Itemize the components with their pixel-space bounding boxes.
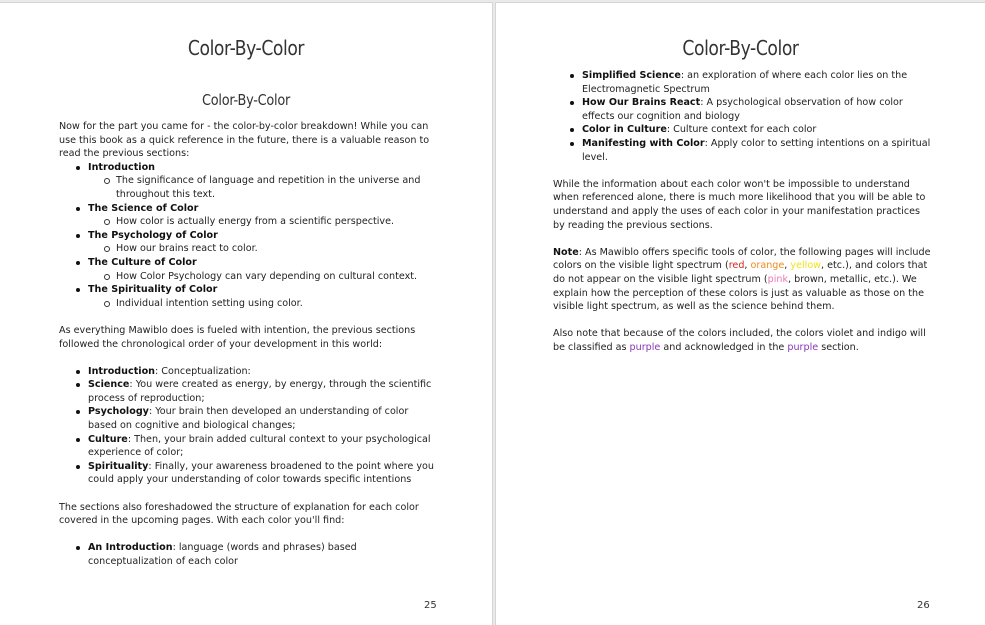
list-item-text: : You were created as energy, by energy, through the scientific process of reproduction;: [88, 379, 432, 404]
note-text: ,: [784, 260, 791, 272]
section-title: Color-By-Color: [201, 91, 291, 109]
note-text: , etc.), and colors that do not appear on the visible light spectrum (: [553, 260, 928, 285]
list-item-term: How Our Brains React: [582, 97, 701, 109]
list-item-term: Simplified Science: [582, 70, 681, 81]
find-list-continued: [553, 69, 931, 164]
list-item: [88, 161, 434, 202]
list-item-desc: How our brains react to color.: [116, 242, 434, 256]
note-text: , brown, metallic, etc.). We explain how the perception of these colors is just as valuable as those on the visible light spectrum, as well as the science behind them.: [553, 273, 924, 313]
list-item: [88, 229, 434, 256]
color-word-orange: orange: [750, 260, 785, 272]
list-item: [88, 365, 434, 379]
list-item: [88, 378, 434, 405]
list-item-term: Culture: [88, 433, 128, 445]
note-text: ,: [744, 260, 751, 272]
note-paragraph: [553, 246, 931, 314]
development-list: [59, 365, 434, 487]
list-item-title: Introduction: [88, 161, 155, 173]
list-item-title: The Psychology of Color: [88, 229, 218, 241]
list-item-term: Color in Culture: [582, 124, 667, 136]
purple-note-paragraph: [553, 327, 931, 354]
page-25: [0, 3, 492, 625]
note-label: Note: [553, 246, 579, 258]
intro-paragraph: Now for the part you came for - the color-by-color breakdown! While you can use this book as a quick reference in the future, there is a valuable reason to read the previous sections:: [59, 121, 430, 160]
list-item: [88, 433, 434, 460]
list-item-desc: The significance of language and repetition in the universe and throughout this text.: [116, 174, 434, 201]
list-item-desc: How color is actually energy from a scientific perspective.: [116, 215, 434, 229]
page-header: Color-By-Color: [682, 36, 799, 60]
color-word-purple: purple: [787, 341, 819, 353]
list-item-text: : Culture context for each color: [666, 124, 817, 136]
page-body: [59, 120, 434, 569]
list-item: [88, 256, 434, 283]
development-paragraph: As everything Mawiblo does is fueled with intention, the previous sections followed the chronological order of your development in this world:: [59, 324, 416, 350]
note-text: and acknowledged in the: [660, 341, 788, 353]
list-item: [88, 460, 434, 487]
list-item-term: Introduction: [88, 365, 155, 377]
note-text: section.: [818, 341, 859, 353]
list-item-desc: How Color Psychology can vary depending on cultural context.: [116, 270, 434, 284]
color-word-pink: pink: [767, 273, 789, 285]
list-item-term: Manifesting with Color: [582, 137, 705, 149]
page-header: Color-By-Color: [187, 36, 305, 60]
structure-paragraph: The sections also foreshadowed the structure of explanation for each color covered in the upcoming pages. With each color you'll find:: [59, 501, 419, 527]
page-body: [553, 69, 931, 354]
list-item: [582, 69, 931, 96]
list-item-term: Science: [88, 379, 130, 391]
sections-list: [59, 161, 434, 311]
list-item-term: Spirituality: [88, 460, 149, 472]
list-item: [88, 283, 434, 310]
list-item: [582, 137, 931, 164]
note-text: : As Mawiblo offers specific tools of color, the following pages will include colors on the visible light spectrum (: [553, 246, 931, 272]
page-number: 25: [424, 600, 437, 611]
color-word-purple: purple: [629, 341, 661, 353]
color-word-red: red: [728, 260, 745, 272]
list-item-title: The Culture of Color: [88, 256, 197, 268]
reference-paragraph: While the information about each color won't be impossible to understand when referenced alone, there is much more likelihood that you will be able to understand and apply the uses of each color in your manifestation practices by reading the previous sections.: [553, 178, 926, 231]
list-item: [88, 202, 434, 229]
list-item-title: The Spirituality of Color: [88, 284, 218, 296]
list-item-term: Psychology: [88, 406, 149, 418]
list-item-text: : Apply color to setting intentions on a spiritual level.: [582, 137, 931, 163]
list-item-desc: Individual intention setting using color.: [116, 297, 434, 311]
list-item-text: : Then, your brain added cultural context to your psychological experience of color;: [88, 433, 431, 459]
page-26: [496, 3, 985, 625]
list-item-text: : an exploration of where each color lies on the Electromagnetic Spectrum: [582, 70, 908, 95]
list-item-text: : A psychological observation of how color effects our cognition and biology: [582, 97, 903, 122]
list-item: [88, 541, 434, 568]
list-item-title: The Science of Color: [88, 202, 199, 214]
list-item: [88, 405, 434, 432]
list-item-text: : Your brain then developed an understanding of color based on cognitive and biological changes;: [88, 406, 409, 432]
note-text: Also note that because of the colors included, the colors violet and indigo will be classified as: [553, 328, 926, 353]
color-word-yellow: yellow: [790, 260, 822, 272]
list-item-text: : Finally, your awareness broadened to the point where you could apply your understanding of color towards specific intentions: [88, 460, 434, 486]
find-list: [59, 541, 434, 568]
list-item-term: An Introduction: [88, 542, 173, 554]
list-item-text: : Conceptualization:: [155, 365, 251, 377]
page-number: 26: [917, 600, 930, 611]
list-item-text: : language (words and phrases) based conceptualization of each color: [88, 542, 357, 567]
list-item: [582, 96, 931, 123]
list-item: [582, 123, 931, 137]
